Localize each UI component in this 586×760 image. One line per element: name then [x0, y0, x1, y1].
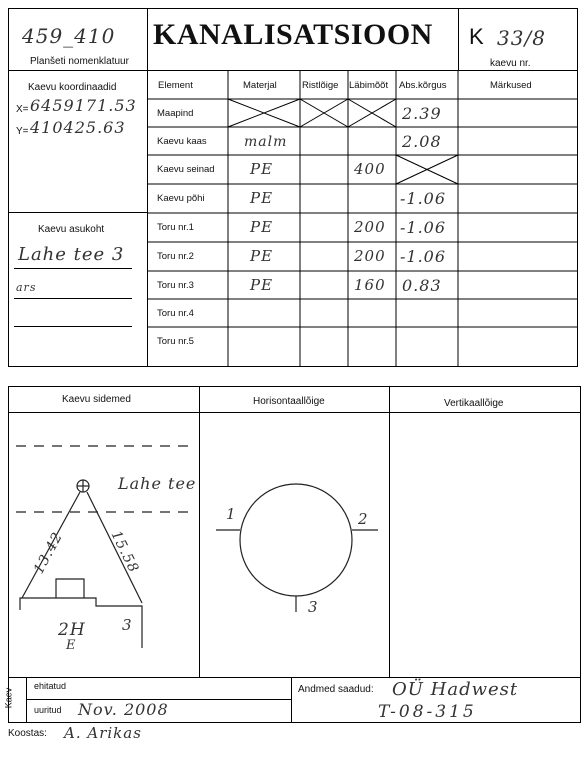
- cell-material: PE: [250, 247, 274, 265]
- sketch-street: Lahe tee: [118, 474, 197, 493]
- row-element: Toru nr.4: [157, 308, 194, 319]
- row-element: Kaevu kaas: [157, 136, 207, 147]
- sketch-dist-right: 15.58: [107, 528, 142, 576]
- data-source-value: OÜ Hadwest: [392, 679, 519, 700]
- row-element: Toru nr.3: [157, 280, 194, 291]
- data-source-label: Andmed saadud:: [298, 684, 374, 695]
- x-prefix: X=: [16, 104, 29, 115]
- cell-height: -1.06: [400, 247, 447, 266]
- cell-height: 0.83: [402, 276, 442, 295]
- cell-diameter: 400: [354, 160, 386, 178]
- footer-mid-divider: [291, 677, 292, 722]
- well-label: kaevu nr.: [490, 58, 531, 69]
- row-element: Toru nr.1: [157, 222, 194, 233]
- row-element: Kaevu seinad: [157, 164, 215, 175]
- col-vertikaal: Vertikaallõige: [444, 398, 504, 409]
- cell-height: -1.06: [400, 218, 447, 237]
- cell-material: PE: [250, 189, 274, 207]
- pipe-label-1: 1: [226, 505, 237, 523]
- location-label: Kaevu asukoht: [38, 224, 105, 235]
- y-coordinate: 410425.63: [30, 118, 126, 137]
- row-element: Kaevu põhi: [157, 193, 205, 204]
- author-label: Koostas:: [8, 728, 47, 739]
- x-coordinate: 6459171.53: [30, 96, 137, 115]
- footer-bottom: [8, 722, 581, 723]
- y-prefix: Y=: [16, 126, 29, 137]
- col-header-notes: Märkused: [490, 80, 532, 91]
- sketch-building-num: 3: [122, 616, 133, 634]
- cell-material: PE: [250, 276, 274, 294]
- col-header-height: Abs.kõrgus: [399, 80, 447, 91]
- surveyed-value: Nov. 2008: [78, 700, 169, 719]
- col-header-section: Ristlõige: [302, 80, 339, 91]
- cell-height: -1.06: [400, 189, 447, 208]
- cell-height: 2.08: [402, 132, 442, 151]
- well-number: 33/8: [497, 26, 546, 50]
- col-header-diameter: Läbimõõt: [349, 80, 389, 91]
- row-element: Maapind: [157, 108, 194, 119]
- pipe-label-3: 3: [308, 598, 319, 616]
- col-header-material: Materjal: [243, 80, 277, 91]
- cell-material: malm: [244, 134, 288, 150]
- author-value: A. Arikas: [64, 724, 142, 742]
- built-label: ehitatud: [34, 681, 67, 691]
- sketch-building: 2H: [58, 620, 86, 640]
- cell-height: 2.39: [402, 104, 442, 123]
- cell-diameter: 160: [354, 276, 386, 294]
- well-prefix: K: [469, 24, 484, 49]
- col-kaevu-sidemed: Kaevu sidemed: [62, 394, 131, 405]
- location-line1: Lahe tee 3: [18, 244, 125, 265]
- pipe-label-2: 2: [358, 510, 369, 528]
- form-title: KANALISATSIOON: [153, 18, 433, 51]
- surveyed-label: uuritud: [34, 705, 62, 715]
- sheet-number: 459_410: [22, 24, 116, 48]
- coords-label: Kaevu koordinaadid: [28, 82, 117, 93]
- cell-diameter: 200: [354, 247, 386, 265]
- sketch-dist-left: 13.42: [30, 529, 67, 577]
- cell-material: PE: [250, 218, 274, 236]
- row-element: Toru nr.5: [157, 336, 194, 347]
- cell-diameter: 200: [354, 218, 386, 236]
- location-line2: ars: [16, 281, 37, 294]
- sheet-label: Planšeti nomenklatuur: [30, 56, 129, 67]
- sketch-building-sub: E: [66, 638, 77, 653]
- row-element: Toru nr.2: [157, 251, 194, 262]
- col-horisontaal: Horisontaallõige: [253, 396, 325, 407]
- col-header-element: Element: [158, 80, 193, 91]
- data-source-code: T-08-315: [378, 702, 477, 722]
- cell-material: PE: [250, 160, 274, 178]
- footer-side-label: Kaev: [3, 687, 14, 709]
